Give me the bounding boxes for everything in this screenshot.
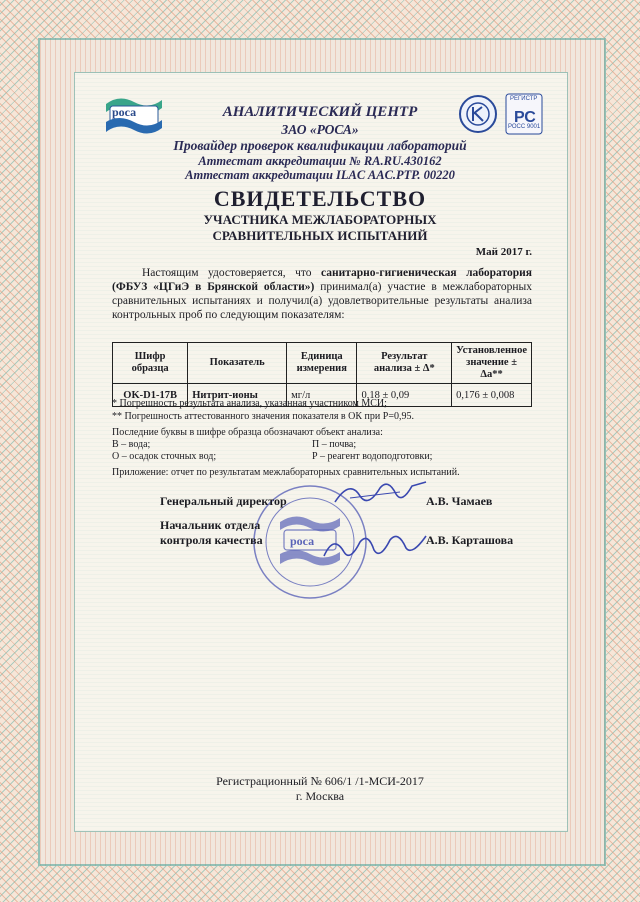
logo-text: роса — [112, 105, 137, 119]
cell-reference: 0,176 ± 0,008 — [452, 384, 532, 407]
city: г. Москва — [295, 789, 345, 803]
org-name: АНАЛИТИЧЕСКИЙ ЦЕНТР — [222, 104, 418, 120]
certificate-subtitle-2: СРАВНИТЕЛЬНЫХ ИСПЫТАНИЙ — [212, 228, 428, 243]
accreditation-2: Аттестат аккредитации ILAC AAC.PTP. 00220 — [185, 168, 455, 182]
registry-label: РЕГИСТР — [510, 96, 538, 102]
role-qc-2: контроля качества — [160, 533, 263, 547]
body-paragraph — [112, 266, 532, 322]
lab-name: санитарно-гигиеническая лаборатория (ФБУЗ «ЦГиЭ в Брянской области») — [112, 267, 532, 293]
signature-director-icon — [330, 474, 430, 510]
company-name: ЗАО «РОСА» — [281, 122, 359, 137]
note-2: ** Погрешность аттестованного значения показателя в ОК при P=0,95. — [112, 411, 414, 422]
issue-date: Май 2017 г. — [475, 246, 532, 258]
note-1: * Погрешность результата анализа, указанная участником МСИ; — [112, 398, 387, 409]
svg-text:РС: РС — [514, 109, 536, 126]
cell-sample-code: OK-D1-17B — [113, 384, 188, 407]
body-rest: принимал(а) участие в межлабораторных сравнительных испытаниях и получил(а) удовлетворительные результаты анализа контрольных проб по следующим показателям: — [112, 281, 533, 321]
legend-title: Последние буквы в шифре образца обозначают объект анализа: — [112, 427, 383, 438]
appendix-note: Приложение: отчет по результатам межлабораторных сравнительных испытаний. — [112, 467, 460, 478]
legend-reagent: Р – реагент водоподготовки; — [312, 451, 433, 462]
provider-line: Провайдер проверок квалификации лабораторий — [173, 138, 467, 153]
legend-soil: П – почва; — [312, 439, 357, 450]
col-result: Результат анализа ± Δ* — [357, 343, 452, 384]
role-director: Генеральный директор — [160, 494, 287, 508]
stamp-text: роса — [290, 534, 315, 548]
name-qc: А.В. Карташова — [426, 533, 514, 547]
table-header-row — [113, 343, 532, 384]
registry-sub: РОСС 9001 — [508, 124, 541, 130]
cell-result: 0,18 ± 0,09 — [357, 384, 452, 407]
registration-number: Регистрационный № 606/1 /1-МСИ-2017 — [216, 774, 424, 788]
legend-water: В – вода; — [112, 439, 151, 450]
col-unit: Единица измерения — [287, 343, 357, 384]
role-qc-1: Начальник отдела — [160, 518, 261, 532]
col-indicator: Показатель — [188, 343, 287, 384]
col-reference: Установленное значение ± Δа** — [452, 343, 532, 384]
signature-qc-icon — [320, 526, 430, 566]
cell-indicator: Нитрит-ионы — [188, 384, 287, 407]
certificate-subtitle-1: УЧАСТНИКА МЕЖЛАБОРАТОРНЫХ — [203, 212, 437, 227]
accreditation-1: Аттестат аккредитации № RA.RU.430162 — [198, 154, 442, 168]
certificate-title: СВИДЕТЕЛЬСТВО — [213, 186, 427, 211]
body-intro: Настоящим удостоверяется, что — [142, 267, 312, 279]
legend-sediment: О – осадок сточных вод; — [112, 451, 217, 462]
col-sample-code: Шифр образца — [113, 343, 188, 384]
cell-unit: мг/л — [287, 384, 357, 407]
name-director: А.В. Чамаев — [426, 494, 493, 508]
